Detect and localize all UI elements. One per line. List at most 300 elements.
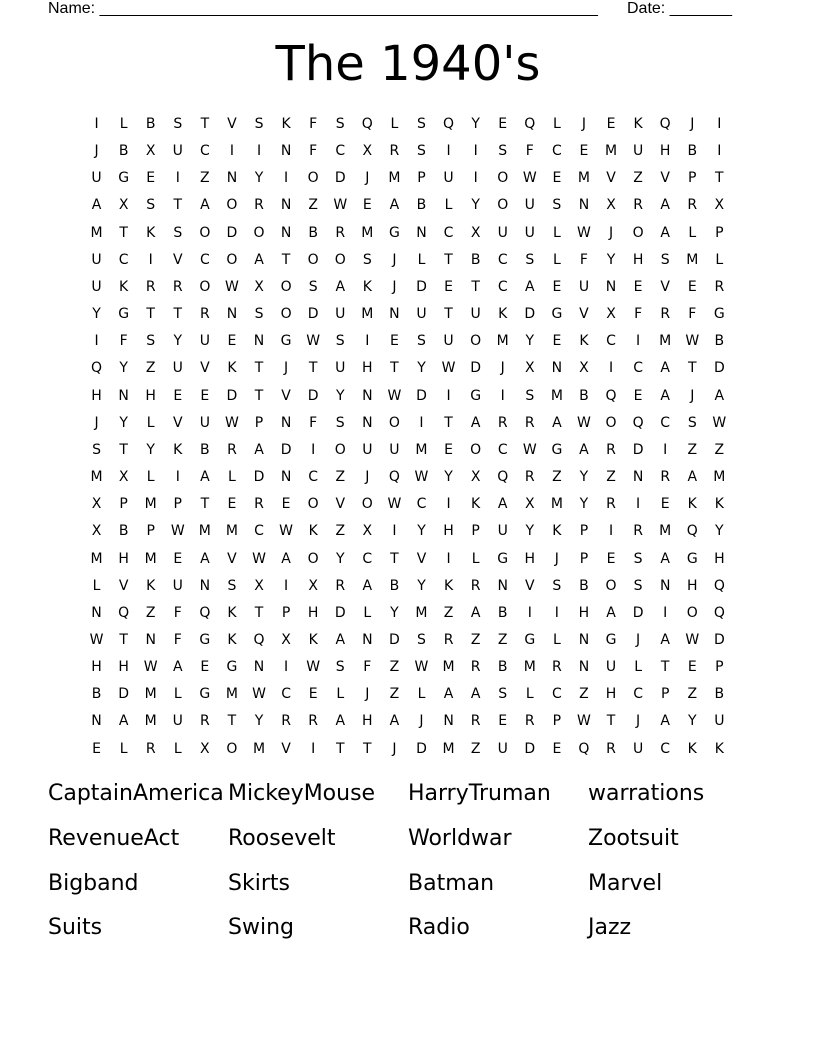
- grid-letter: R: [389, 143, 400, 160]
- grid-letter: Q: [361, 116, 373, 132]
- grid-letter: E: [200, 659, 210, 676]
- word-bank-item: Jazz: [588, 915, 632, 941]
- grid-letter: A: [172, 659, 183, 676]
- grid-letter: F: [363, 659, 372, 676]
- word-bank-item: MickeyMouse: [228, 781, 376, 806]
- grid-letter: O: [361, 496, 373, 513]
- grid-letter: R: [552, 659, 562, 676]
- grid-letter: Q: [199, 604, 211, 621]
- grid-letter: Q: [686, 523, 698, 540]
- grid-letter: X: [145, 143, 156, 160]
- grid-letter: H: [91, 659, 102, 676]
- grid-letter: B: [470, 251, 481, 268]
- grid-letter: N: [362, 414, 373, 431]
- grid-letter: U: [199, 333, 210, 350]
- grid-letter: A: [443, 686, 454, 703]
- grid-letter: C: [308, 469, 319, 486]
- grid-letter: G: [686, 550, 698, 567]
- grid-letter: G: [280, 333, 292, 350]
- grid-letter: M: [225, 686, 238, 703]
- grid-letter: U: [335, 306, 346, 323]
- grid-letter: W: [306, 659, 321, 676]
- grid-letter: K: [498, 306, 508, 323]
- grid-letter: G: [470, 387, 482, 404]
- grid-letter: I: [446, 143, 451, 160]
- grid-letter: G: [713, 306, 725, 323]
- grid-letter: L: [417, 251, 426, 268]
- grid-letter: R: [633, 523, 643, 540]
- grid-row: [83, 383, 733, 410]
- grid-letter: T: [390, 550, 399, 567]
- grid-row: [83, 627, 733, 654]
- grid-letter: A: [335, 713, 346, 730]
- grid-letter: L: [634, 659, 642, 676]
- grid-letter: P: [715, 659, 724, 676]
- grid-letter: A: [687, 469, 698, 486]
- grid-letter: V: [227, 116, 237, 132]
- grid-row: [83, 600, 733, 627]
- grid-letter: S: [335, 414, 345, 431]
- grid-letter: Q: [659, 116, 671, 132]
- grid-letter: A: [660, 713, 670, 730]
- grid-letter: F: [173, 631, 182, 648]
- grid-letter: Z: [335, 523, 346, 540]
- grid-letter: H: [605, 686, 617, 703]
- grid-letter: K: [146, 224, 156, 241]
- grid-letter: C: [199, 143, 210, 160]
- grid-letter: M: [361, 306, 374, 323]
- grid-letter: N: [145, 631, 156, 648]
- grid-letter: I: [554, 604, 559, 621]
- grid-letter: T: [715, 170, 724, 187]
- grid-letter: W: [522, 441, 537, 458]
- grid-letter: Y: [525, 333, 535, 350]
- grid-letter: H: [118, 659, 129, 676]
- grid-letter: M: [361, 224, 374, 241]
- grid-letter: L: [552, 224, 561, 241]
- grid-letter: E: [606, 116, 616, 132]
- grid-letter: S: [525, 387, 535, 404]
- grid-letter: V: [118, 577, 129, 594]
- grid-letter: G: [388, 224, 400, 241]
- grid-letter: A: [606, 604, 616, 621]
- grid-letter: A: [552, 414, 562, 431]
- grid-letter: K: [552, 523, 562, 540]
- grid-letter: H: [686, 577, 698, 594]
- grid-letter: H: [659, 143, 671, 160]
- grid-letter: I: [500, 387, 505, 404]
- grid-letter: A: [335, 278, 346, 295]
- grid-letter: W: [441, 360, 456, 377]
- word-bank-row: [48, 867, 768, 912]
- grid-letter: A: [91, 197, 102, 214]
- grid-letter: M: [604, 143, 618, 160]
- grid-letter: T: [660, 659, 670, 676]
- grid-letter: U: [389, 441, 400, 458]
- grid-letter: L: [363, 604, 372, 621]
- grid-letter: W: [89, 631, 104, 648]
- grid-letter: R: [470, 713, 481, 730]
- grid-letter: C: [118, 251, 129, 268]
- grid-letter: C: [633, 360, 643, 377]
- grid-letter: I: [473, 170, 478, 187]
- grid-letter: W: [522, 170, 537, 187]
- grid-letter: M: [415, 604, 428, 621]
- grid-letter: F: [579, 251, 588, 268]
- grid-letter: A: [281, 550, 291, 567]
- grid-letter: O: [605, 414, 617, 431]
- grid-letter: X: [362, 523, 373, 540]
- grid-letter: W: [712, 414, 727, 431]
- grid-row: [83, 220, 733, 247]
- grid-letter: B: [389, 577, 400, 594]
- grid-letter: E: [173, 387, 183, 404]
- grid-letter: K: [362, 278, 372, 295]
- grid-letter: D: [632, 604, 644, 621]
- grid-letter: J: [419, 713, 424, 730]
- grid-letter: O: [199, 278, 211, 295]
- grid-letter: Y: [146, 441, 155, 458]
- grid-letter: I: [284, 659, 289, 676]
- word-bank-item: Roosevelt: [228, 825, 336, 851]
- grid-letter: D: [524, 740, 536, 757]
- word-bank-item: Swing: [228, 915, 294, 941]
- grid-letter: A: [525, 278, 535, 295]
- grid-letter: J: [392, 278, 397, 295]
- grid-letter: P: [417, 170, 426, 187]
- grid-letter: D: [307, 387, 319, 404]
- grid-letter: B: [687, 143, 698, 160]
- grid-letter: T: [173, 306, 183, 323]
- grid-letter: T: [335, 740, 345, 757]
- word-bank-item: Zootsuit: [588, 825, 679, 851]
- grid-letter: K: [633, 116, 643, 132]
- grid-letter: E: [552, 170, 562, 187]
- grid-letter: C: [660, 414, 671, 431]
- grid-letter: N: [362, 631, 373, 648]
- grid-letter: Y: [715, 523, 724, 540]
- grid-letter: V: [281, 740, 291, 757]
- grid-letter: Q: [388, 469, 400, 486]
- grid-letter: E: [227, 333, 237, 350]
- grid-letter: S: [254, 116, 264, 132]
- grid-letter: N: [605, 278, 617, 295]
- grid-letter: Y: [119, 360, 128, 377]
- grid-letter: X: [606, 197, 616, 214]
- grid-letter: R: [660, 469, 671, 486]
- grid-letter: S: [498, 143, 508, 160]
- grid-letter: Y: [525, 523, 535, 540]
- grid-letter: C: [362, 550, 373, 567]
- grid-letter: L: [525, 686, 534, 703]
- grid-letter: R: [660, 306, 671, 323]
- grid-letter: F: [309, 414, 318, 431]
- grid-letter: Y: [471, 116, 480, 132]
- grid-letter: V: [579, 306, 589, 323]
- grid-letter: U: [524, 197, 535, 214]
- grid-letter: I: [527, 604, 532, 621]
- grid-letter: N: [497, 577, 508, 594]
- grid-letter: N: [551, 360, 563, 377]
- grid-letter: M: [252, 740, 266, 757]
- grid-letter: R: [254, 197, 264, 214]
- grid-letter: P: [715, 224, 724, 241]
- grid-letter: N: [443, 713, 454, 730]
- grid-letter: M: [550, 387, 563, 404]
- grid-letter: E: [579, 143, 589, 160]
- grid-letter: B: [714, 686, 725, 703]
- grid-letter: O: [388, 414, 400, 431]
- grid-letter: F: [309, 143, 318, 160]
- grid-letter: L: [417, 686, 426, 703]
- grid-letter: C: [416, 496, 427, 513]
- grid-letter: Z: [200, 170, 210, 187]
- grid-letter: J: [365, 469, 370, 486]
- grid-letter: V: [172, 251, 183, 268]
- grid-letter: W: [414, 469, 429, 486]
- grid-letter: F: [309, 116, 318, 132]
- grid-letter: C: [335, 143, 346, 160]
- grid-letter: M: [144, 550, 157, 567]
- grid-letter: Y: [335, 550, 345, 567]
- grid-letter: O: [307, 170, 319, 187]
- grid-letter: W: [577, 414, 591, 431]
- grid-letter: R: [633, 197, 643, 214]
- grid-letter: Z: [145, 604, 156, 621]
- grid-letter: T: [254, 604, 264, 621]
- grid-letter: E: [444, 441, 453, 458]
- grid-letter: W: [685, 333, 700, 350]
- grid-letter: E: [362, 197, 372, 214]
- grid-letter: Y: [606, 251, 616, 268]
- word-bank-item: Suits: [48, 915, 103, 941]
- grid-letter: G: [199, 631, 211, 648]
- grid-letter: Z: [470, 740, 481, 757]
- grid-row: [83, 192, 733, 219]
- grid-letter: H: [578, 604, 590, 621]
- word-bank-row: [48, 822, 768, 867]
- grid-letter: U: [470, 306, 481, 323]
- grid-row: [83, 708, 733, 735]
- grid-letter: C: [281, 686, 291, 703]
- grid-letter: H: [145, 387, 156, 404]
- grid-letter: Y: [687, 713, 697, 730]
- grid-letter: Z: [389, 659, 400, 676]
- grid-letter: M: [198, 523, 211, 540]
- grid-letter: N: [226, 170, 238, 187]
- grid-letter: U: [443, 333, 454, 350]
- word-bank-row: [48, 911, 768, 956]
- grid-letter: S: [335, 333, 345, 350]
- grid-row: [83, 247, 733, 274]
- letter-grid: [83, 111, 733, 763]
- grid-letter: O: [307, 496, 319, 513]
- grid-letter: A: [200, 550, 210, 567]
- grid-letter: S: [308, 278, 318, 295]
- grid-letter: E: [227, 496, 237, 513]
- grid-letter: I: [446, 387, 451, 404]
- grid-letter: O: [334, 441, 346, 458]
- grid-letter: N: [416, 224, 427, 241]
- grid-letter: D: [118, 686, 129, 703]
- grid-letter: W: [170, 523, 185, 540]
- grid-letter: C: [497, 251, 508, 268]
- grid-letter: Z: [714, 441, 725, 458]
- grid-letter: D: [334, 170, 346, 187]
- grid-letter: T: [687, 360, 697, 377]
- grid-letter: K: [227, 360, 237, 377]
- grid-letter: E: [633, 278, 643, 295]
- grid-letter: I: [392, 523, 397, 540]
- grid-letter: W: [414, 659, 429, 676]
- grid-letter: D: [334, 604, 346, 621]
- grid-letter: O: [497, 197, 509, 214]
- grid-letter: Y: [417, 577, 426, 594]
- grid-letter: I: [663, 441, 668, 458]
- grid-letter: R: [714, 278, 725, 295]
- grid-letter: N: [253, 659, 265, 676]
- grid-letter: K: [227, 631, 237, 648]
- grid-letter: J: [284, 360, 289, 377]
- grid-letter: A: [660, 360, 670, 377]
- grid-letter: Z: [470, 631, 481, 648]
- grid-letter: C: [443, 224, 454, 241]
- grid-letter: C: [199, 251, 210, 268]
- grid-letter: I: [717, 116, 722, 132]
- grid-letter: C: [633, 686, 643, 703]
- grid-letter: X: [470, 224, 481, 241]
- grid-letter: U: [578, 278, 590, 295]
- grid-letter: K: [173, 441, 183, 458]
- grid-letter: P: [281, 604, 291, 621]
- grid-letter: N: [280, 469, 292, 486]
- grid-letter: D: [226, 387, 238, 404]
- grid-letter: S: [417, 143, 426, 160]
- grid-letter: O: [686, 604, 698, 621]
- word-bank-item: Radio: [408, 915, 470, 941]
- grid-letter: O: [307, 550, 319, 567]
- grid-letter: Z: [308, 197, 318, 214]
- grid-letter: G: [497, 550, 509, 567]
- grid-letter: S: [362, 251, 372, 268]
- grid-letter: Q: [118, 604, 130, 621]
- grid-letter: E: [444, 278, 453, 295]
- grid-letter: N: [280, 224, 292, 241]
- grid-letter: I: [446, 550, 451, 567]
- grid-letter: H: [714, 550, 725, 567]
- grid-letter: T: [254, 387, 264, 404]
- grid-row: [83, 736, 733, 763]
- grid-letter: K: [687, 740, 697, 757]
- grid-letter: N: [91, 604, 102, 621]
- grid-letter: Q: [578, 740, 590, 757]
- grid-letter: G: [118, 306, 130, 323]
- grid-letter: H: [362, 360, 373, 377]
- grid-letter: I: [256, 143, 262, 160]
- grid-row: [83, 464, 733, 491]
- grid-letter: E: [660, 496, 670, 513]
- grid-letter: E: [92, 740, 101, 757]
- grid-letter: X: [362, 143, 373, 160]
- word-bank-item: Skirts: [228, 870, 290, 896]
- grid-letter: D: [713, 631, 725, 648]
- grid-letter: U: [632, 740, 644, 757]
- grid-letter: I: [175, 469, 180, 486]
- grid-letter: V: [606, 170, 616, 187]
- grid-letter: W: [306, 333, 321, 350]
- grid-letter: L: [336, 686, 345, 703]
- grid-letter: I: [365, 333, 370, 350]
- word-bank-item: Marvel: [588, 870, 663, 896]
- grid-letter: P: [173, 496, 182, 513]
- grid-letter: A: [389, 713, 400, 730]
- grid-letter: F: [688, 306, 697, 323]
- grid-letter: V: [335, 496, 346, 513]
- grid-row: [83, 165, 733, 192]
- grid-letter: G: [226, 659, 238, 676]
- grid-letter: R: [335, 224, 346, 241]
- grid-letter: D: [713, 360, 725, 377]
- grid-letter: P: [119, 496, 128, 513]
- grid-letter: N: [578, 631, 590, 648]
- grid-letter: P: [254, 414, 264, 431]
- grid-letter: I: [94, 116, 99, 132]
- grid-letter: O: [605, 577, 617, 594]
- grid-letter: Q: [713, 577, 725, 594]
- grid-letter: Z: [335, 469, 346, 486]
- grid-letter: W: [577, 713, 591, 730]
- grid-letter: J: [608, 224, 614, 241]
- grid-letter: Z: [443, 604, 454, 621]
- grid-letter: W: [387, 496, 402, 513]
- grid-letter: D: [389, 631, 400, 648]
- grid-letter: B: [416, 197, 427, 214]
- grid-letter: Q: [524, 116, 536, 132]
- word-bank-item: Batman: [408, 870, 495, 896]
- grid-letter: T: [119, 441, 128, 458]
- grid-letter: O: [497, 170, 509, 187]
- grid-letter: G: [551, 441, 563, 458]
- grid-letter: E: [633, 387, 643, 404]
- grid-letter: H: [632, 251, 644, 268]
- grid-letter: I: [608, 523, 614, 540]
- grid-letter: W: [225, 278, 239, 295]
- grid-row: [83, 111, 733, 138]
- grid-letter: B: [714, 333, 725, 350]
- grid-letter: R: [606, 496, 616, 513]
- grid-letter: Z: [687, 686, 698, 703]
- grid-letter: A: [335, 631, 346, 648]
- grid-letter: C: [660, 740, 671, 757]
- grid-letter: U: [91, 278, 102, 295]
- grid-letter: D: [470, 360, 482, 377]
- grid-letter: W: [387, 387, 402, 404]
- grid-letter: E: [687, 278, 697, 295]
- grid-letter: U: [497, 740, 508, 757]
- grid-letter: S: [417, 333, 426, 350]
- grid-letter: X: [254, 577, 264, 594]
- grid-row: [83, 355, 733, 382]
- grid-letter: Y: [254, 713, 264, 730]
- grid-letter: K: [579, 333, 589, 350]
- grid-letter: L: [444, 197, 453, 214]
- grid-letter: T: [119, 631, 128, 648]
- grid-letter: T: [444, 414, 453, 431]
- word-bank-item: warrations: [588, 781, 705, 806]
- grid-letter: Q: [605, 387, 617, 404]
- grid-letter: W: [577, 224, 591, 241]
- grid-letter: Q: [632, 414, 644, 431]
